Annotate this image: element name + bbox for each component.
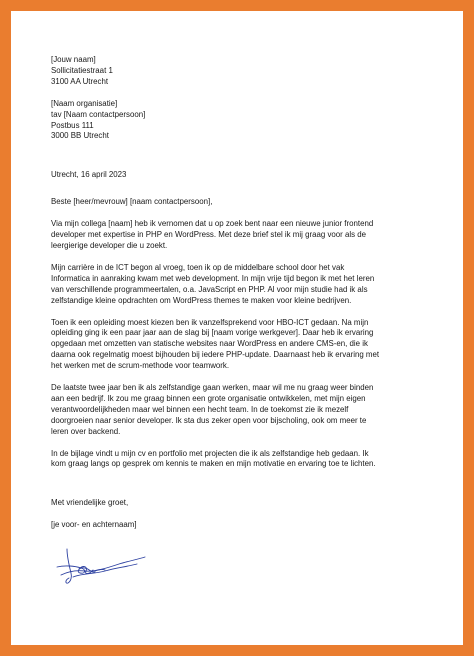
letter-page	[11, 11, 463, 645]
recipient-address	[51, 99, 429, 143]
handwritten-signature	[55, 547, 147, 587]
letter-body	[51, 55, 429, 531]
paragraph-education: Toen ik een opleiding moest kiezen ben ik vanzelfsprekend voor HBO-ICT gedaan. Na mijn opleiding ging ik een paar jaar aan de slag bij [naam vorige werkgever]. Daar heb ik ervaring opgedaan met omzetten van statische websites naar WordPress en andere CMS-en, die ik daarna ook regelmatig moest bijhouden bij iedere PHP-update. Daarnaast heb ik ervaring met het werken met de scrum-methode voor teamwork.	[51, 317, 380, 371]
paragraph-ambition: De laatste twee jaar ben ik als zelfstandige gaan werken, maar wil me nu graag weer binden aan een bedrijf. Ik zou me graag binnen een grote organisatie ontwikkelen, met mijn eigen verantwoordelijkheden maar wel binnen een hecht team. In de toekomst zie ik mezelf doorgroeien naar senior developer. Ik sta dus zeker open voor bijscholing, ook om meer te leren over backend.	[51, 383, 374, 436]
paragraph-introduction: Via mijn collega [naam] heb ik vernomen dat u op zoek bent naar een nieuwe junior frontend developer met expertise in PHP en WordPress. Met deze brief stel ik mij graag voor als de leergierige developer die u zoekt.	[51, 219, 374, 250]
sender-address	[51, 55, 429, 88]
closing: Met vriendelijke groet,	[51, 498, 129, 508]
recipient-pobox: Postbus 111	[51, 120, 94, 130]
paragraph-attachment: In de bijlage vindt u mijn cv en portfolio met projecten die ik als zelfstandige heb gedaan. Ik kom graag langs op gesprek om kennis te maken en mijn motivatie en ervaring toe te lichten.	[51, 448, 376, 469]
paragraph-career: Mijn carrière in de ICT begon al vroeg, toen ik op de middelbare school door het vak Informatica in aanraking kwam met web development. In mijn vrije tijd begon ik met het leren van verschillende programmeertalen, o.a. JavaScript en PHP. Al voor mijn studie had ik als zelfstandige kleine opdrachten om WordPress themes te maken voor kleine bedrijven.	[51, 262, 375, 305]
signoff-name: [je voor- en achternaam]	[51, 520, 137, 530]
recipient-city: 3000 BB Utrecht	[51, 131, 109, 141]
salutation: Beste [heer/mevrouw] [naam contactpersoon],	[51, 197, 213, 207]
sender-name: [Jouw naam]	[51, 55, 96, 64]
recipient-organisation: [Naam organisatie]	[51, 98, 118, 108]
recipient-attention: tav [Naam contactpersoon]	[51, 109, 146, 119]
sender-street: Sollicitatiestraat 1	[51, 65, 113, 75]
letter-date: Utrecht, 16 april 2023	[51, 170, 127, 180]
sender-city: 3100 AA Utrecht	[51, 76, 109, 86]
